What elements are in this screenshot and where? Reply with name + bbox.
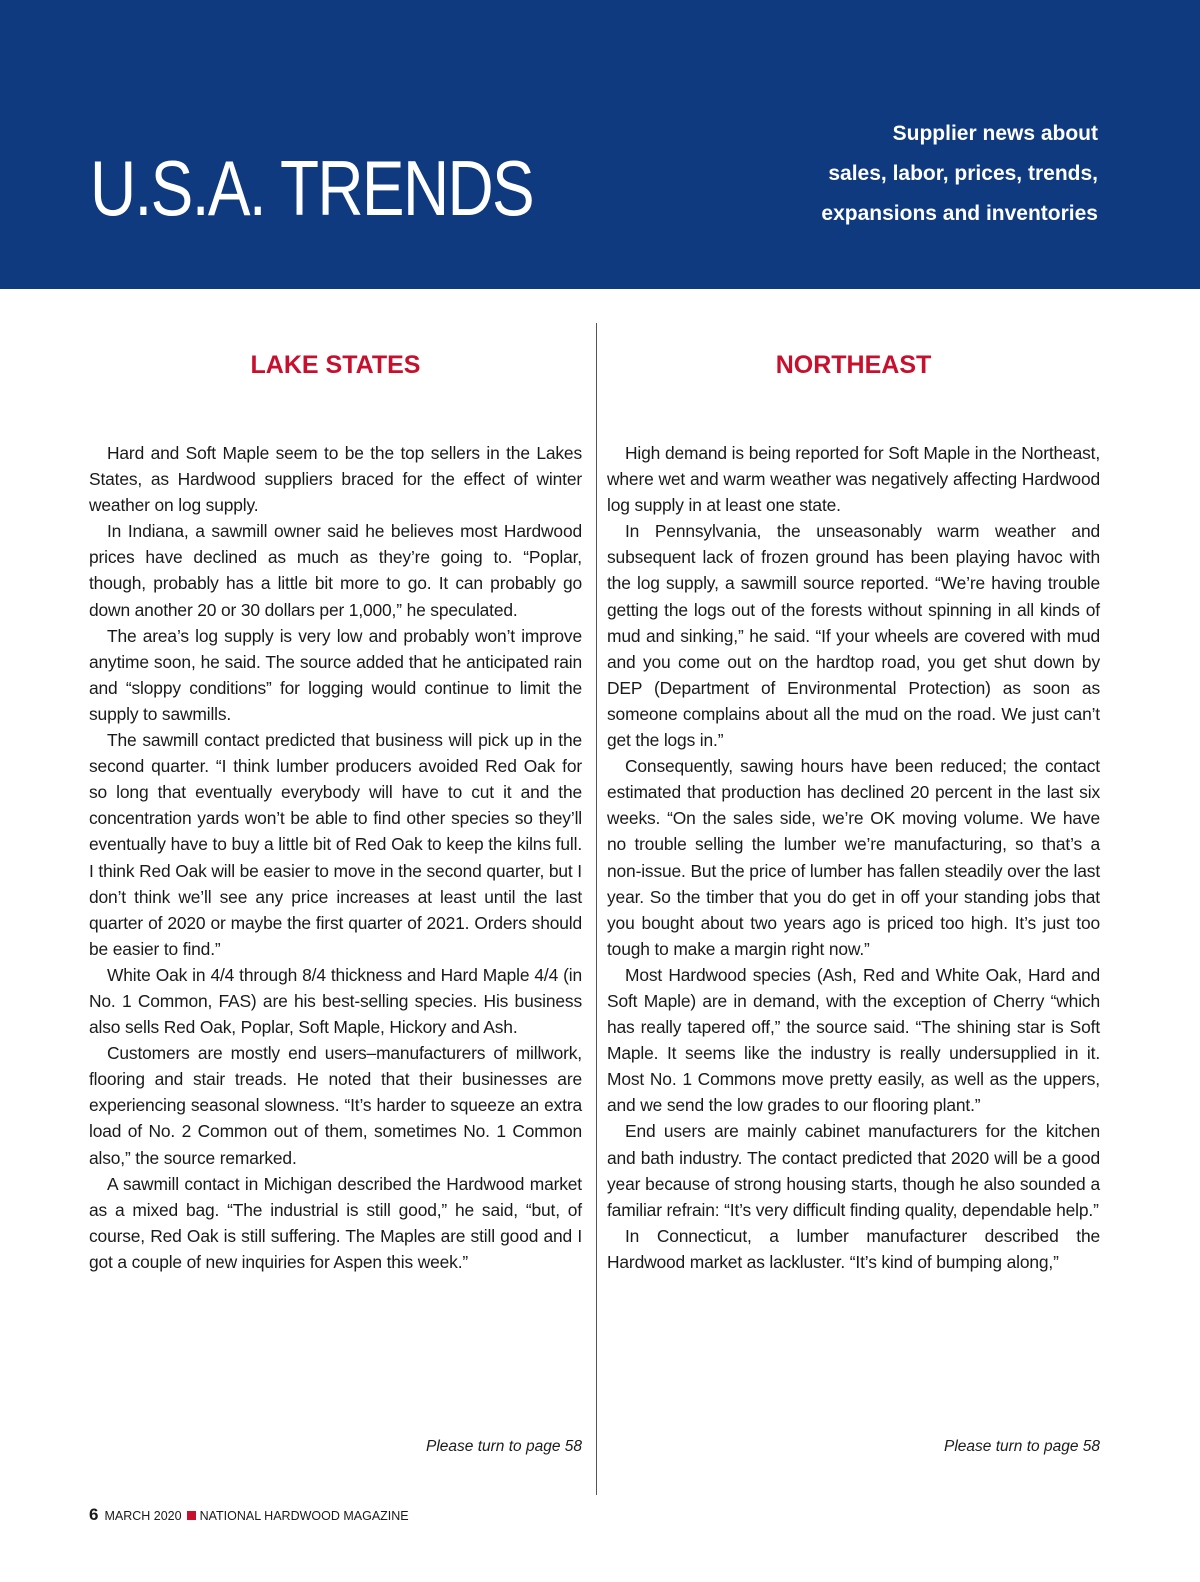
article-body (89, 440, 582, 1275)
paragraph: Most Hardwood species (Ash, Red and White Oak, Hard and Soft Maple) are in demand, with the exception of Cherry “which has really tapered off,” the source said. “The shining star is Soft Maple. It seems like the industry is really undersupplied in it. Most No. 1 Commons move pretty easily, as well as the uppers, and we send the low grades to our flooring plant.” (607, 964, 1100, 1116)
issue-date: MARCH 2020 (104, 1509, 182, 1523)
paragraph: End users are mainly cabinet manufacturers for the kitchen and bath industry. The contact predicted that 2020 will be a good year because of strong housing starts, though he also sounded a familiar refrain: “It’s very difficult finding quality, dependable help.” (607, 1121, 1100, 1220)
banner-subtitle (678, 114, 1098, 234)
paragraph: Consequently, sawing hours have been reduced; the contact estimated that production has declined 20 percent in the last six weeks. “On the sales side, we’re OK moving volume. We have no trouble selling the lumber we’re manufacturing, so that’s a non-issue. But the price of lumber has fallen steadily over the last year. So the timber that you do get in off your standing jobs that you bought about two years ago is priced too high. It’s just too tough to make a margin right now.” (607, 756, 1100, 959)
subtitle-line: expansions and inventories (821, 202, 1098, 225)
continued-note: Please turn to page 58 (944, 1438, 1100, 1455)
column-divider (596, 323, 597, 1495)
square-bullet-icon (187, 1511, 196, 1520)
paragraph: In Pennsylvania, the unseasonably warm weather and subsequent lack of frozen ground has been playing havoc with the log supply, a sawmill source reported. “We’re having trouble getting the logs out of the forests without spinning in all kinds of mud and sinking,” he said. “If your wheels are covered with mud and you come out on the hardtop road, you get shut down by DEP (Department of Environmental Protection) as soon as someone complains about all the mud on the road. We just can’t get the logs in.” (607, 521, 1100, 751)
paragraph: In Connecticut, a lumber manufacturer described the Hardwood market as lackluster. “It’s kind of bumping along,” (607, 1225, 1100, 1272)
page-footer (89, 1503, 409, 1528)
subtitle-line: Supplier news about (892, 122, 1098, 145)
section-lake-states (89, 340, 582, 1272)
paragraph: White Oak in 4/4 through 8/4 thickness and Hard Maple 4/4 (in No. 1 Common, FAS) are his best-selling species. His business also sells Red Oak, Poplar, Soft Maple, Hickory and Ash. (89, 964, 582, 1038)
header-banner (0, 0, 1200, 289)
section-heading: LAKE STATES (250, 351, 421, 379)
section-heading: NORTHEAST (775, 351, 932, 379)
paragraph: In Indiana, a sawmill owner said he believes most Hardwood prices have declined as much as they’re going to. “Poplar, though, probably has a little bit more to go. It can probably go down another 20 or 30 dollars per 1,000,” he speculated. (89, 521, 582, 620)
publication-name: NATIONAL HARDWOOD MAGAZINE (199, 1509, 409, 1523)
section-northeast (607, 340, 1100, 1272)
page-number: 6 (89, 1505, 99, 1524)
paragraph: The area’s log supply is very low and probably won’t improve anytime soon, he said. The source added that he anticipated rain and “sloppy conditions” for logging would continue to limit the supply to sawmills. (89, 625, 582, 724)
paragraph: Customers are mostly end users–manufacturers of millwork, flooring and stair treads. He noted that their businesses are experiencing seasonal slowness. “It’s harder to squeeze an extra load of No. 2 Common out of them, sometimes No. 1 Common also,” the source remarked. (89, 1043, 582, 1168)
paragraph: Hard and Soft Maple seem to be the top sellers in the Lakes States, as Hardwood suppliers braced for the effect of winter weather on log supply. (89, 443, 582, 516)
paragraph: The sawmill contact predicted that business will pick up in the second quarter. “I think lumber producers avoided Red Oak for so long that eventually everybody will have to cut it and the concentration yards won’t be able to find other species so they’ll eventually have to buy a little bit of Red Oak to keep the kilns full. I think Red Oak will be easier to move in the second quarter, but I don’t think we’ll see any price increases at least until the last quarter of 2020 or maybe the first quarter of 2021. Orders should be easier to find.” (89, 730, 582, 959)
article-body (607, 440, 1100, 1275)
paragraph: High demand is being reported for Soft Maple in the Northeast, where wet and warm weather was negatively affecting Hardwood log supply in at least one state. (607, 443, 1100, 516)
subtitle-line: sales, labor, prices, trends, (828, 162, 1098, 185)
paragraph: A sawmill contact in Michigan described the Hardwood market as a mixed bag. “The industrial is still good,” he said, “but, of course, Red Oak is still suffering. The Maples are still good and I got a couple of new inquiries for Aspen this week.” (89, 1173, 582, 1272)
page-title: U.S.A. TRENDS (90, 144, 534, 232)
continued-note: Please turn to page 58 (426, 1438, 582, 1455)
